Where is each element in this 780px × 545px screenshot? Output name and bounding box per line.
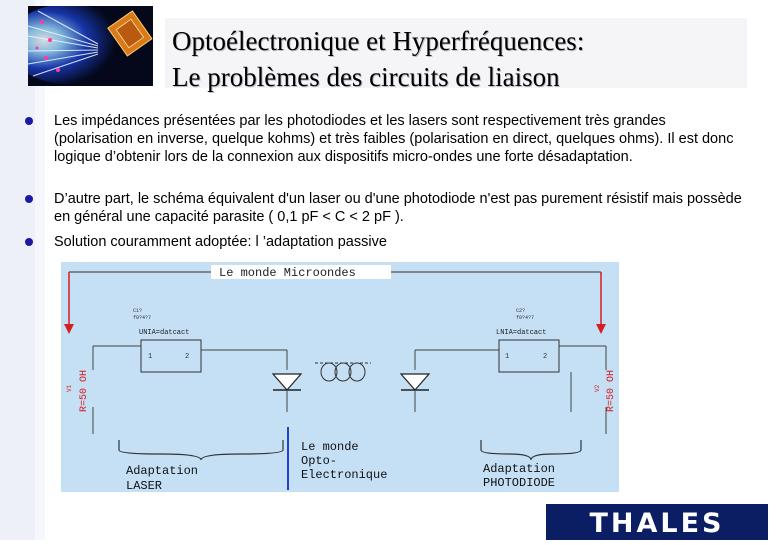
left-box-caption: C1? xyxy=(133,308,143,314)
bullet-dot xyxy=(25,238,33,246)
opto-world-label-2: Opto- xyxy=(301,454,338,468)
schematic-background xyxy=(61,262,619,492)
bullet-text: Solution couramment adoptée: l ’adaptation passive xyxy=(54,234,387,250)
microwave-world-label: Le monde Microondes xyxy=(219,266,356,280)
laser-label: LASER xyxy=(126,479,163,492)
right-box-label: LNIA=datcact xyxy=(496,329,547,337)
svg-text:V2: V2 xyxy=(594,384,601,392)
fiber-optic-icon xyxy=(28,6,153,86)
svg-text:1: 1 xyxy=(148,353,153,361)
thales-wordmark xyxy=(546,504,768,540)
left-box-label: UNIA=datcact xyxy=(139,329,190,337)
svg-text:2: 2 xyxy=(543,353,548,361)
slide-title-line-2: Le problèmes des circuits de liaison xyxy=(172,62,560,92)
coupling-circuit-schematic xyxy=(61,262,619,492)
right-box-caption: C2? xyxy=(516,308,526,314)
thales-logo xyxy=(546,504,768,540)
opto-world-label-3: Electronique xyxy=(301,468,388,482)
svg-text:V1: V1 xyxy=(66,384,73,392)
photodiode-label: PHOTODIODE xyxy=(483,476,556,490)
svg-text:f0?4?7: f0?4?7 xyxy=(516,315,535,321)
opto-world-label-1: Le monde xyxy=(301,440,359,454)
svg-text:f0?4?7: f0?4?7 xyxy=(133,315,152,321)
svg-text:2: 2 xyxy=(185,353,190,361)
fiber-optic-logo-image xyxy=(28,6,153,86)
svg-text:THALES: THALES xyxy=(589,508,725,539)
right-resistor-label: R=50 OH xyxy=(606,369,617,412)
svg-text:1: 1 xyxy=(505,353,510,361)
left-resistor-label: R=50 OH xyxy=(79,369,90,412)
bullet-dot xyxy=(25,195,33,203)
bullet-text: D’autre part, le schéma équivalent d'un laser ou d'une photodiode n'est pas purement résistif mais possède en général une capacité parasite ( 0,1 pF < C < 2 pF ). xyxy=(54,191,742,225)
bullet-dot xyxy=(25,117,33,125)
bullet-text: Les impédances présentées par les photodiodes et les lasers sont respectivement très grandes (polarisation en inverse, quelque kohms) et très faibles (polarisation en direct, quelques ohms). Il est donc logique d’obtenir lors de la connexion aux dispositifs micro-ondes une forte désadaptation. xyxy=(54,113,734,165)
photodiode-adaptation-label: Adaptation xyxy=(483,462,556,476)
laser-adaptation-label: Adaptation xyxy=(126,464,199,478)
slide-title-line-1: Optoélectronique et Hyperfréquences: xyxy=(172,26,585,56)
